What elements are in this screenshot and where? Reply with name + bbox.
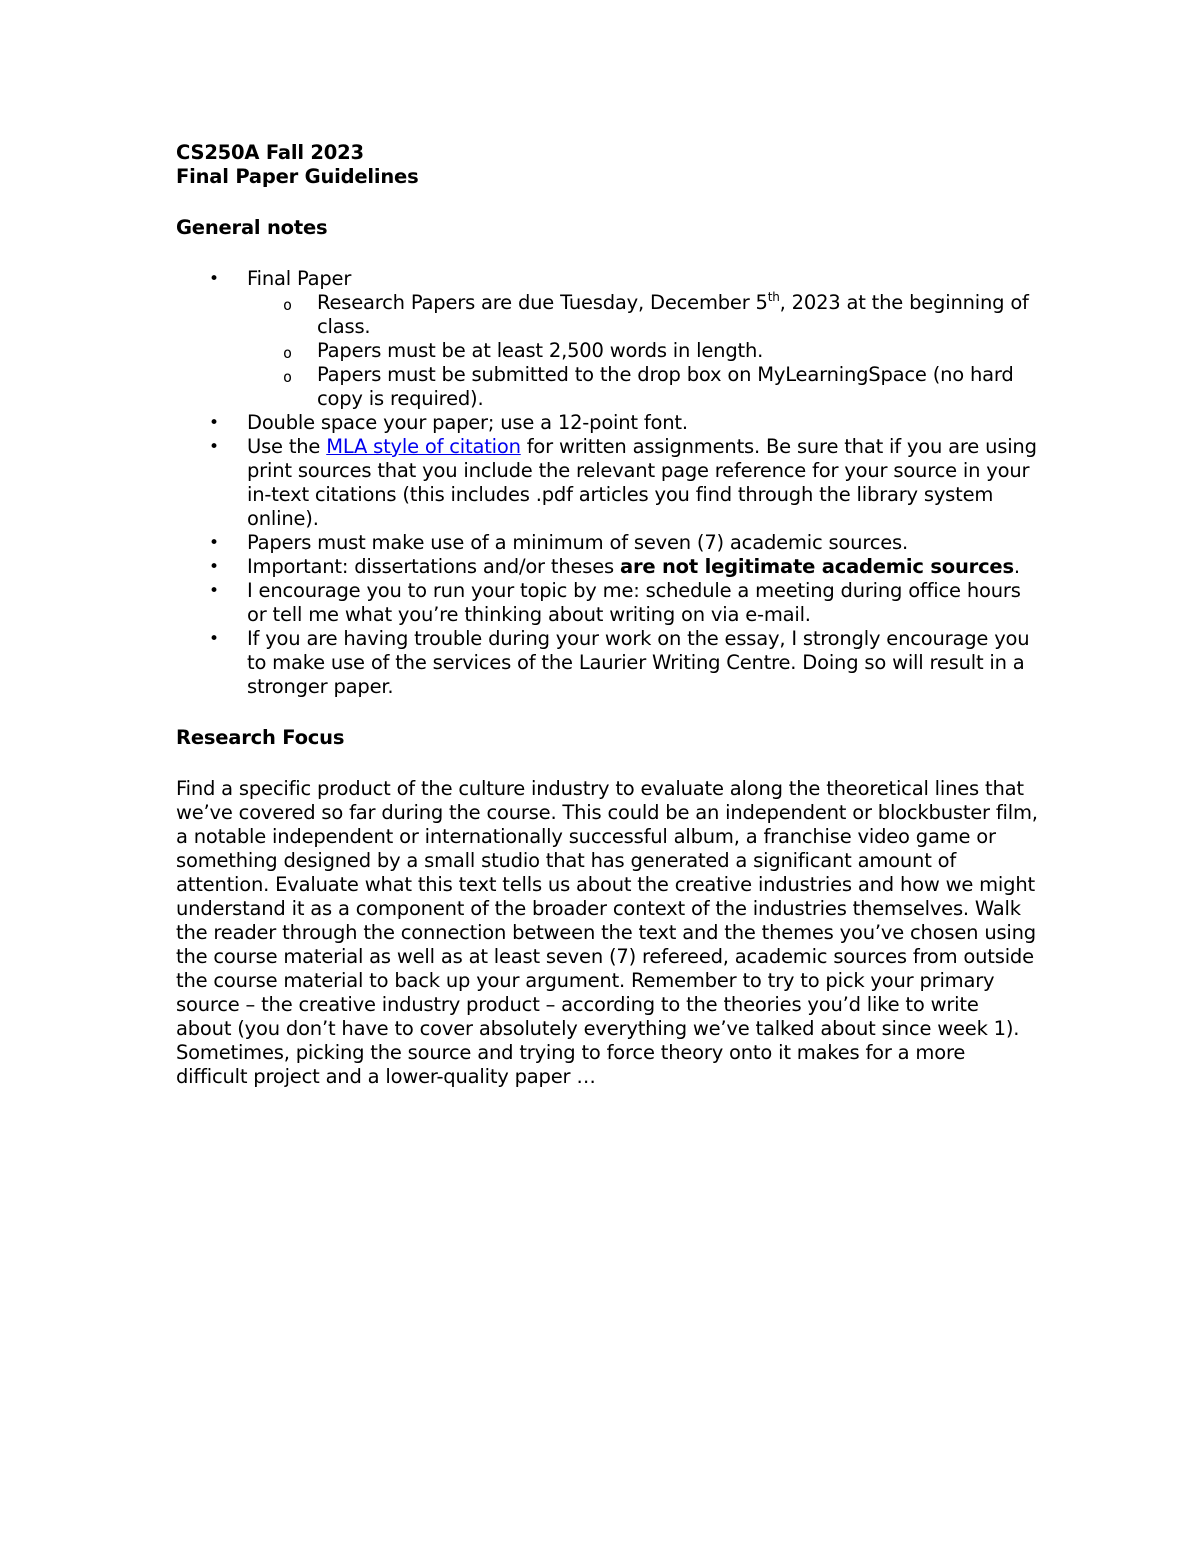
final-paper-sublist	[247, 291, 1038, 411]
sublist-item-text: Papers must be submitted to the drop box on MyLearningSpace (no hard copy is required).	[317, 363, 1014, 410]
bullet-icon: •	[209, 437, 219, 457]
list-item-text-end: .	[1013, 555, 1020, 578]
list-item-text-end: for written assignments. Be sure that if you are using print sources that you include the relevant page reference for your source in your in-text citations (this includes .pdf articles you find through the library system online).	[247, 435, 1037, 530]
due-date-text-end: , 2023 at the beginning of class.	[317, 291, 1029, 338]
list-item-text: Final Paper	[247, 267, 352, 290]
list-item	[176, 267, 1038, 411]
due-date-text: Research Papers are due Tuesday, December 5	[317, 291, 768, 314]
course-title: CS250A Fall 2023	[176, 141, 364, 164]
list-item	[176, 627, 1038, 699]
list-item	[176, 555, 1038, 579]
list-item	[176, 435, 1038, 531]
emphasis-text: are not legitimate academic sources	[620, 555, 1014, 578]
list-item-text: Double space your paper; use a 12-point font.	[247, 411, 688, 434]
sub-bullet-icon: o	[283, 344, 292, 362]
general-notes-list	[176, 267, 1038, 699]
list-item	[176, 531, 1038, 555]
bullet-icon: •	[209, 581, 219, 601]
document-title: Final Paper Guidelines	[176, 165, 419, 188]
sub-bullet-icon: o	[283, 296, 292, 314]
sub-bullet-icon: o	[283, 368, 292, 386]
research-focus-heading: Research Focus	[176, 726, 345, 749]
sublist-item-text: Papers must be at least 2,500 words in length.	[317, 339, 764, 362]
list-item-text: Use the	[247, 435, 327, 458]
sublist-item	[247, 363, 1038, 411]
bullet-icon: •	[209, 557, 219, 577]
list-item	[176, 411, 1038, 435]
bullet-icon: •	[209, 533, 219, 553]
list-item-text: I encourage you to run your topic by me: schedule a meeting during office hours or tell me what you’re thinking about writing on via e-mail.	[247, 579, 1021, 626]
bullet-icon: •	[209, 269, 219, 289]
general-notes-heading: General notes	[176, 216, 328, 239]
document-content	[176, 141, 1038, 1089]
sublist-item	[247, 291, 1038, 339]
ordinal-superscript: th	[767, 290, 780, 304]
list-item	[176, 579, 1038, 627]
sublist-item	[247, 339, 1038, 363]
bullet-icon: •	[209, 413, 219, 433]
list-item-text: Papers must make use of a minimum of seven (7) academic sources.	[247, 531, 908, 554]
research-focus-paragraph: Find a specific product of the culture industry to evaluate along the theoretical lines that we’ve covered so far during the course. This could be an independent or blockbuster film, a notable independent or internationally successful album, a franchise video game or something designed by a small studio that has generated a significant amount of attention. Evaluate what this text tells us about the creative industries and how we might understand it as a component of the broader context of the industries themselves. Walk the reader through the connection between the text and the themes you’ve chosen using the course material as well as at least seven (7) refereed, academic sources from outside the course material to back up your argument. Remember to try to pick your primary source – the creative industry product – according to the theories you’d like to write about (you don’t have to cover absolutely everything we’ve talked about since week 1). Sometimes, picking the source and trying to force theory onto it makes for a more difficult project and a lower-quality paper …	[176, 777, 1038, 1088]
list-item-text: Important: dissertations and/or theses	[247, 555, 620, 578]
mla-citation-link[interactable]: MLA style of citation	[326, 435, 521, 458]
list-item-text: If you are having trouble during your work on the essay, I strongly encourage you to make use of the services of the Laurier Writing Centre. Doing so will result in a stronger paper.	[247, 627, 1030, 698]
bullet-icon: •	[209, 629, 219, 649]
